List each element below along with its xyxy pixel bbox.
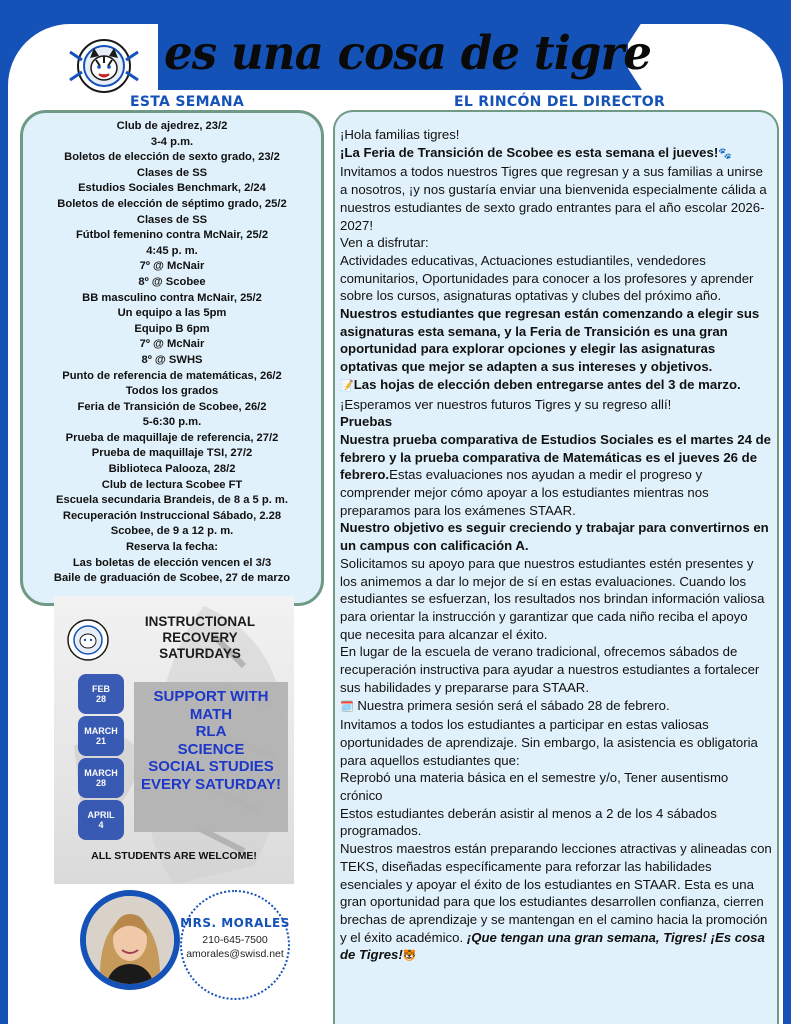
event-item: Boletos de elección de séptimo grado, 25/2 xyxy=(57,197,287,210)
this-week-panel xyxy=(20,110,324,606)
paragraph: Ven a disfrutar: xyxy=(340,235,429,251)
paragraph: En lugar de la escuela de verano tradicional, ofrecemos sábados de recuperación instructiva para ayudar a nuestros estudiantes a fortalecer sus habilidades y prepararse para STAAR. xyxy=(340,644,760,695)
avatar xyxy=(80,890,180,990)
support-line: SCIENCE xyxy=(177,740,245,758)
bold-text: Las hojas de elección deben entregarse antes del 3 de marzo. xyxy=(353,376,741,392)
date-month: FEB xyxy=(92,684,110,694)
event-item: Boletos de elección de sexto grado, 23/2 xyxy=(64,151,280,164)
date-month: APRIL xyxy=(87,810,115,820)
paragraph xyxy=(340,305,773,376)
event-item: Fútbol femenino contra McNair, 25/2 xyxy=(75,229,269,242)
date-month: MARCH xyxy=(84,768,118,778)
date-badge xyxy=(78,758,124,798)
paragraph xyxy=(340,431,773,520)
event-item: BB masculino contra McNair, 25/2 xyxy=(82,291,262,304)
bold-text: Nuestro objetivo es seguir creciendo y trabajar para convertirnos en un campus con calificación A. xyxy=(340,520,769,554)
paragraph: Reprobó una materia básica en el semestre y/o, Tener ausentismo crónico xyxy=(340,770,729,804)
event-item: 7º @ McNair xyxy=(139,338,205,351)
event-item: 3-4 p.m. xyxy=(150,135,194,148)
date-day: 4 xyxy=(98,820,104,830)
support-line: SUPPORT WITH xyxy=(153,688,269,705)
date-day: 28 xyxy=(95,778,106,788)
event-item: Recuperación Instruccional Sábado, 2.28 xyxy=(62,509,282,522)
paragraph-text: Estas evaluaciones nos ayudan a medir el progreso y comprender mejor cómo apoyar a los estudiantes mientras nos preparamos para los exámenes STAAR. xyxy=(340,467,709,518)
event-item: Reserva la fecha: xyxy=(125,541,219,554)
paw-icon: 🐾 xyxy=(718,147,732,160)
events-list xyxy=(27,119,317,587)
page-title: es una cosa de tigre xyxy=(164,26,652,81)
paragraph: ¡Esperamos ver nuestros futuros Tigres y su regreso allí! xyxy=(340,396,672,412)
paragraph: Estos estudiantes deberán asistir al menos a 2 de los 4 sábados programados. xyxy=(340,805,717,839)
support-subjects xyxy=(134,688,288,793)
event-item: 8º @ SWHS xyxy=(141,353,203,366)
date-month: MARCH xyxy=(84,726,118,736)
event-item: Prueba de maquillaje de referencia, 27/2 xyxy=(65,431,279,444)
paragraph: Invitamos a todos nuestros Tigres que regresan y a sus familias a unirse a nosotros, ¡y nos gustaría enviar una bienvenida especialmente cálida a nuestros estudiantes de sexto grado entrantes para el año escolar 2026-2027! xyxy=(340,164,767,233)
bold-text: ¡La Feria de Transición de Scobee es esta semana el jueves! xyxy=(340,144,719,160)
calendar-icon: 🗓️ xyxy=(340,700,354,713)
flyer-title-line: INSTRUCTIONAL xyxy=(144,614,256,629)
school-logo-icon xyxy=(66,618,110,662)
this-week-title: ESTA SEMANA xyxy=(130,94,245,110)
event-item: 4:45 p. m. xyxy=(146,244,198,257)
paragraph: Solicitamos su apoyo para que nuestros estudiantes estén presentes y los animemos a dar lo mejor de sí en estas evaluaciones. Cuando los estudiantes se esfuerzan, los resultados nos brindan información valiosa para orientar la instrucción y garantizar que cada niño reciba el apoyo que necesita para alcanzar el éxito. xyxy=(340,555,765,642)
event-item: 8º @ Scobee xyxy=(138,275,206,288)
event-item: Clases de SS xyxy=(136,213,208,226)
support-line: SOCIAL STUDIES xyxy=(148,758,274,775)
event-item: Un equipo a las 5pm xyxy=(117,307,227,320)
event-item: Las boletas de elección vencen el 3/3 xyxy=(72,556,272,569)
event-item: 7º @ McNair xyxy=(139,260,205,273)
paragraph-text: Nuestra primera sesión será el sábado 28 de febrero. xyxy=(357,697,670,713)
tiger-mascot-icon xyxy=(62,38,146,94)
event-item: Prueba de maquillaje TSI, 27/2 xyxy=(91,447,253,460)
date-day: 28 xyxy=(95,694,106,704)
date-badge xyxy=(78,716,124,756)
paragraph xyxy=(340,376,773,396)
event-item: Scobee, de 9 a 12 p. m. xyxy=(110,525,234,538)
paragraph-text: Nuestros maestros están preparando lecciones atractivas y alineadas con TEKS, diseñadas específicamente para reforzar las habilidades esenciales y apoyar el éxito de los estudiantes en STAAR. Esta es una gran oportunidad para que los estudiantes desarrollen confianza, cierren brechas de aprendizaje y se mantengan en el camino hacia la promoción y el éxito académico. xyxy=(340,841,772,945)
paragraph xyxy=(340,144,773,164)
event-item: Escuela secundaria Brandeis, de 8 a 5 p. m. xyxy=(56,494,288,507)
director-corner-title: EL RINCÓN DEL DIRECTOR xyxy=(454,94,666,110)
event-item: Equipo B 6pm xyxy=(134,322,210,335)
support-line: RLA xyxy=(195,723,227,740)
recovery-saturdays-flyer xyxy=(54,596,294,884)
paragraph: Invitamos a todos los estudiantes a participar en estas valiosas oportunidades de aprendizaje. Sin embargo, la asistencia es obligatoria para aquellos estudiantes que: xyxy=(340,717,758,768)
flyer-title xyxy=(110,614,290,662)
paragraph xyxy=(340,413,773,431)
principal-phone[interactable]: 210-645-7500 xyxy=(202,934,268,946)
event-item: Club de lectura Scobee FT xyxy=(101,478,243,491)
principal-email[interactable]: amorales@swisd.net xyxy=(186,948,284,960)
memo-icon: 📝 xyxy=(340,379,354,392)
flyer-title-line: SATURDAYS xyxy=(159,646,241,661)
event-item: Feria de Transición de Scobee, 26/2 xyxy=(77,400,267,413)
event-item: Punto de referencia de matemáticas, 26/2 xyxy=(62,369,282,382)
section-heading: Pruebas xyxy=(340,414,393,430)
event-item: Estudios Sociales Benchmark, 2/24 xyxy=(78,182,266,195)
greeting: ¡Hola familias tigres! xyxy=(340,127,460,142)
paragraph xyxy=(340,519,773,554)
flyer-footer: ALL STUDENTS ARE WELCOME! xyxy=(91,850,257,862)
event-item: 5-6:30 p.m. xyxy=(142,416,202,429)
date-badge xyxy=(78,800,124,840)
flyer-title-line: RECOVERY xyxy=(162,630,238,645)
bold-text: Nuestros estudiantes que regresan están comenzando a elegir sus asignaturas esta semana, y la Feria de Transición es una gran oportunidad para explorar opciones y elegir las asignaturas optativas que mejor se adapten a sus intereses y objetivos. xyxy=(340,306,760,375)
closing-text: ¡Que tengan una gran semana, Tigres! ¡Es cosa de Tigres! xyxy=(340,929,765,963)
event-item: Todos los grados xyxy=(125,385,219,398)
event-item: Clases de SS xyxy=(136,166,208,179)
date-day: 21 xyxy=(95,736,106,746)
principal-photo-icon xyxy=(86,896,174,984)
event-item: Baile de graduación de Scobee, 27 de marzo xyxy=(53,572,291,585)
event-item: Biblioteca Palooza, 28/2 xyxy=(108,463,236,476)
tiger-face-icon: 🐯 xyxy=(402,950,417,963)
paragraph xyxy=(340,697,773,717)
date-badge xyxy=(78,674,124,714)
director-corner-panel xyxy=(333,110,779,1024)
paragraph xyxy=(340,840,773,966)
support-line: EVERY SATURDAY! xyxy=(140,775,282,793)
bold-text: Nuestra prueba comparativa de Estudios Sociales es el martes 24 de febrero y la prueba comparativa de Matemáticas es el jueves 26 de febrero. xyxy=(340,431,771,483)
event-item: Club de ajedrez, 23/2 xyxy=(116,120,228,132)
support-line: MATH xyxy=(189,705,233,723)
paragraph: Actividades educativas, Actuaciones estudiantiles, vendedores comunitarios, Oportunidades para conocer a los profesores y aprender sobre los cursos, asignaturas optativas y clubes del próximo año. xyxy=(340,252,754,304)
principal-name: MRS. MORALES xyxy=(180,916,290,930)
